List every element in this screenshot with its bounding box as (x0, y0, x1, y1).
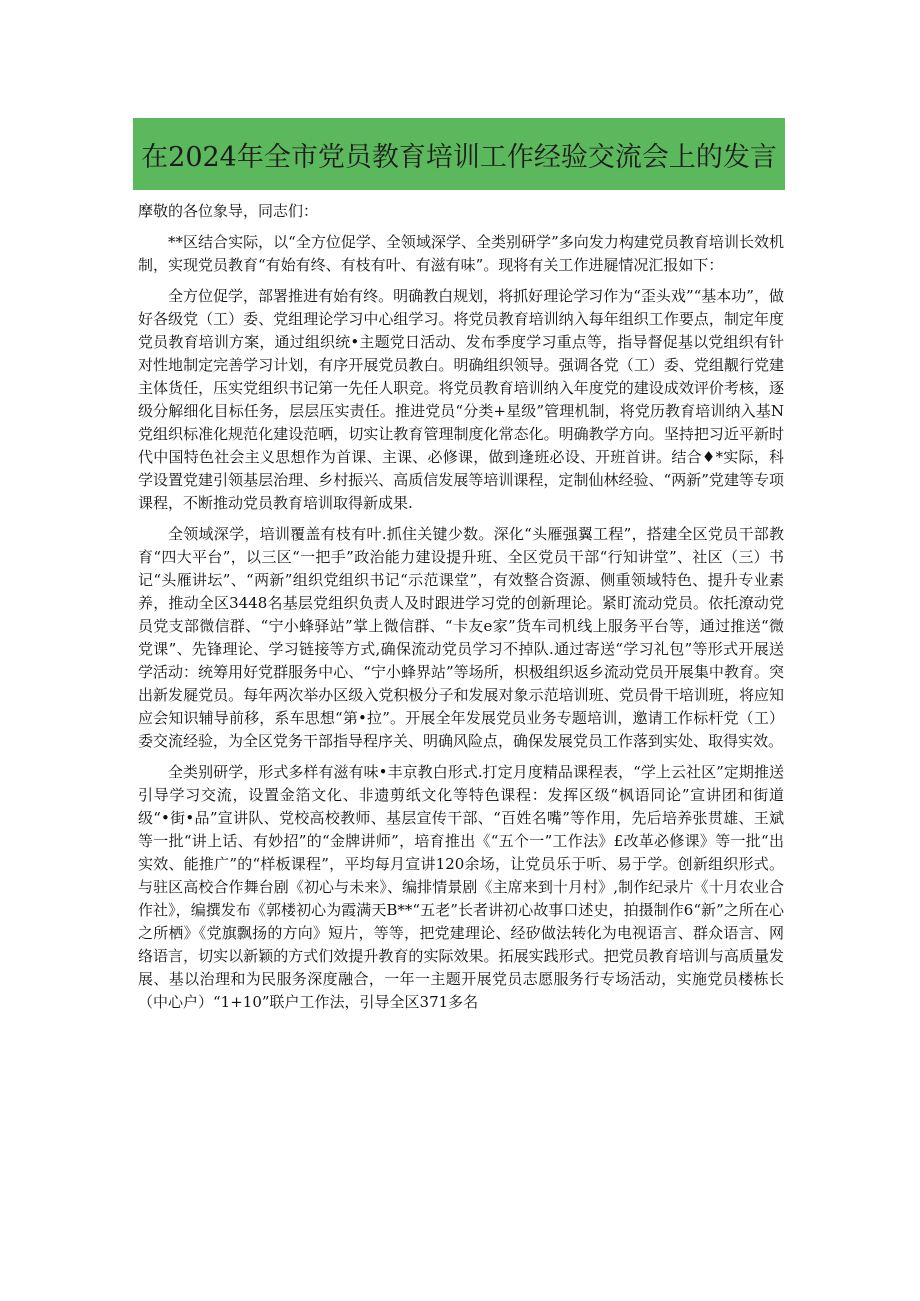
title-banner (133, 118, 785, 190)
paragraph-all-domain-study: 全领域深学，培训覆盖有枝有叶.抓住关键少数。深化“头雁强翼工程”，搭建全区党员干部教育“四大平台”，以三区“一把手”政治能力建设提升班、全区党员干部“行知讲堂”、社区（三）书记“头雁讲坛”、“两新”组织党组织书记“示范课堂”，有效整合资源、侧重领域特色、提升专业素养，推动全区3448名基层党组织负责人及时跟进学习党的创新理论。紧盯流动党员。依托潦动党员党支部微信群、“宁小蜂驿站”掌上微信群、“卡友e家”货车司机线上服务平台等，通过推送“微党课”、先锋理论、学习链接等方式,确保流动党员学习不掉队.通过寄送“学习礼包”等形式开展送学活动：统筹用好党群服务中心、“宁小蜂界站”等场所，枳极组织返乡流动党员开展集中教育。突出新发屣党员。每年两次举办区级入党积极分子和发展对象示范培训班、党员骨干培训班，将应知应会知识辅导前移，系车思想“第•拉”。开展全年发展党员业务专题培训，邀请工作标杆党（工）委交流经验，为全区党务干部指导程序关、明确风险点，确保发展党员工作落到实处、取得实效。 (138, 525, 784, 750)
salutation: 摩敬的各位象导，同志们： (138, 202, 319, 220)
document-title: 在2024年全市党员教育培训工作经验交流会上的发言 (141, 141, 777, 173)
paragraph-comprehensive-study: 全方位促学，部署推进有始有终。明确教白规划，将抓好理论学习作为“歪头戏”“基本功”，做好各级党（工）委、党组理论学习中心组学习。将党员教育培训纳入每年组织工作要点，制定年度党员教育培训方案，通过组织统•主题党日活动、发布季度学习重点等，指导督促基以党组织有针对性地制定完善学习计划，有序开展党员教白。明确组织领导。强调各党（工）委、党组觏行党建主体货任，压实党组织书记第一先任人职竞。将党员教育培训纳入年度党的建设成效评价考核，逐级分解细化目标任务，层层压实责任。推进党员“分类+星级”管理机制，将党历教育培训纳入基N党组织标准化规范化建设范晒，切实让教育管理制度化常态化。明确教学方向。坚持把习近平新时代中国特色社会主义思想作为首课、主课、必修课，做到逢班必设、开班首讲。结合♦*实际，科学设置党建引领基层治理、乡村振兴、高质信发展等培训课程，定制仙林经验、“两新”党建等专项课程，不断推动党员教育培训取得新成果. (138, 287, 784, 512)
document-body (138, 200, 784, 1022)
paragraph-intro: **区结合实际，以“全方位促学、全领域深学、全类别研学”多向发力构建党员教育培训长效机制，实现党员教育“有始有终、有枝有叶、有滋有味”。现将有关工作进屣情况汇报如下： (138, 233, 784, 274)
paragraph-all-category-study: 全类别研学，形式多样有滋有味•丰京教白形式.打定月度精品课程表，“学上云社区”定期推送引导学习交流，设置金箔文化、非遗剪纸文化等特色课程：发挥区级“枫语同论”宣讲团和街道级“•街•品”宣讲队、党校高校教师、基层宣传干部、“百姓名嘴”等作用，先后培养张贯雄、王斌等一批“讲上话、有妙招”的“金牌讲师”，培育推出《“五个一”工作法》£改革必修课》等一批“出实效、能推广”的“样板课程”，平均每月宣讲120余场，让党员乐于听、易于学。创新组织形式。与驻区高校合作舞台剧《初心与未来》、编排情景剧《主席来到十月村》,制作纪录片《十月农业合作社》，编撰发布《郭楼初心为霞满天B**“五老”长者讲初心故事口述史，拍摄制作6“新”之所在心之所栖》《党旗飘扬的方向》短片，等等，把党建理论、经矽做法转化为电视语言、群众语言、网络语言，切实以新颖的方式们效提升教育的实际效果。拓展实践形式。把党员教育培训与高质量发展、基以治理和为民服务深度融合，一年一主题开展党员志愿服务行专场活动，实施党员楼栋长（中心户）“1+10”联户工作法，引导全区371多名 (138, 763, 784, 1011)
